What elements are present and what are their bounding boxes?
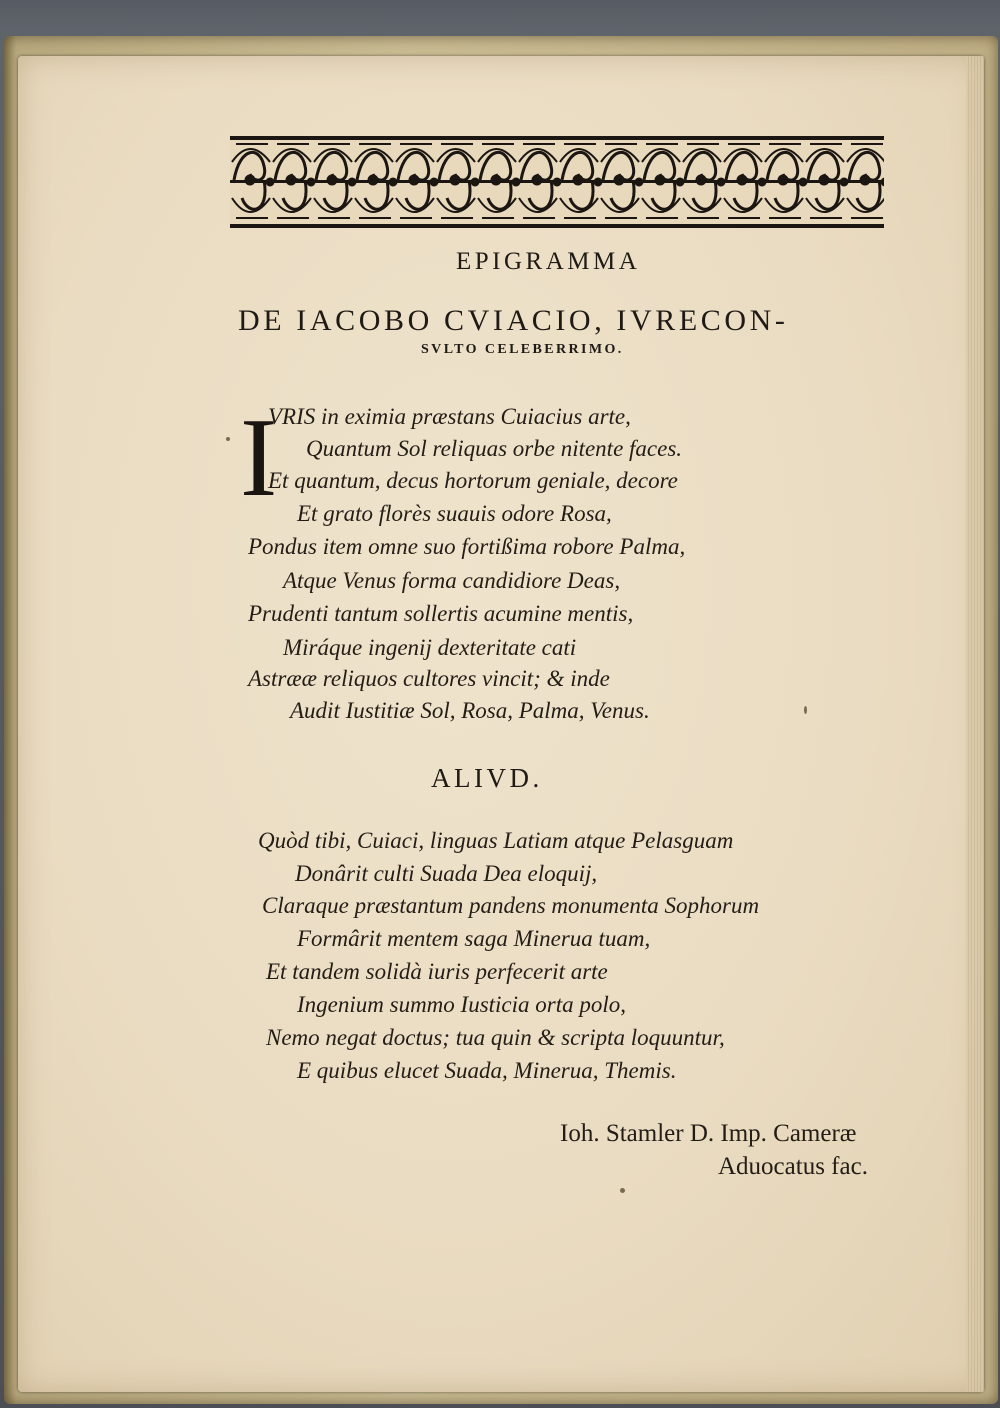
paper-speck <box>226 437 230 441</box>
verse-line: Prudenti tantum sollertis acumine mentis, <box>248 601 634 626</box>
verse-line: Claraque præstantum pandens monumenta Sophorum <box>262 893 760 918</box>
verse-line: Formârit mentem saga Minerua tuam, <box>297 926 651 951</box>
verse-line: Et grato florès suauis odore Rosa, <box>297 501 612 526</box>
epigram-subtitle: DE IACOBO CVIACIO, IVRECON- <box>238 304 789 337</box>
verse-line: Atque Venus forma candidiore Deas, <box>283 568 621 593</box>
verse-line: VRIS in eximia præstans Cuiacius arte, <box>268 404 631 429</box>
epigram-title: EPIGRAMMA <box>456 248 641 275</box>
paper-speck <box>804 706 807 714</box>
drop-cap: I <box>240 396 278 520</box>
verse-line: Astrææ reliquos cultores vincit; & inde <box>248 666 610 691</box>
second-epigram-heading: ALIVD. <box>431 763 543 793</box>
verse-line: Et quantum, decus hortorum geniale, decore <box>268 468 678 493</box>
verse-line: Quòd tibi, Cuiaci, linguas Latiam atque Pelasguam <box>258 828 734 853</box>
paper-speck <box>620 1188 625 1193</box>
verse-line: Ingenium summo Iusticia orta polo, <box>297 992 627 1017</box>
signature-title: Aduocatus fac. <box>718 1153 868 1180</box>
page-edge <box>966 56 984 1392</box>
ornamental-headpiece <box>230 136 884 228</box>
verse-line: Donârit culti Suada Dea eloquij, <box>295 861 598 886</box>
verse-line: E quibus elucet Suada, Minerua, Themis. <box>297 1058 677 1083</box>
verse-line: Nemo negat doctus; tua quin & scripta loquuntur, <box>266 1025 725 1050</box>
verse-line: Quantum Sol reliquas orbe nitente faces. <box>306 436 683 461</box>
epigram-subtitle-continued: SVLTO CELEBERRIMO. <box>421 342 624 357</box>
verse-line: Pondus item omne suo fortißima robore Palma, <box>248 534 686 559</box>
verse-line: Et tandem solidà iuris perfecerit arte <box>266 959 608 984</box>
verse-line: Audit Iustitiæ Sol, Rosa, Palma, Venus. <box>290 698 650 723</box>
signature-name: Ioh. Stamler D. Imp. Cameræ <box>560 1120 857 1147</box>
verse-line: Miráque ingenij dexteritate cati <box>283 635 577 660</box>
